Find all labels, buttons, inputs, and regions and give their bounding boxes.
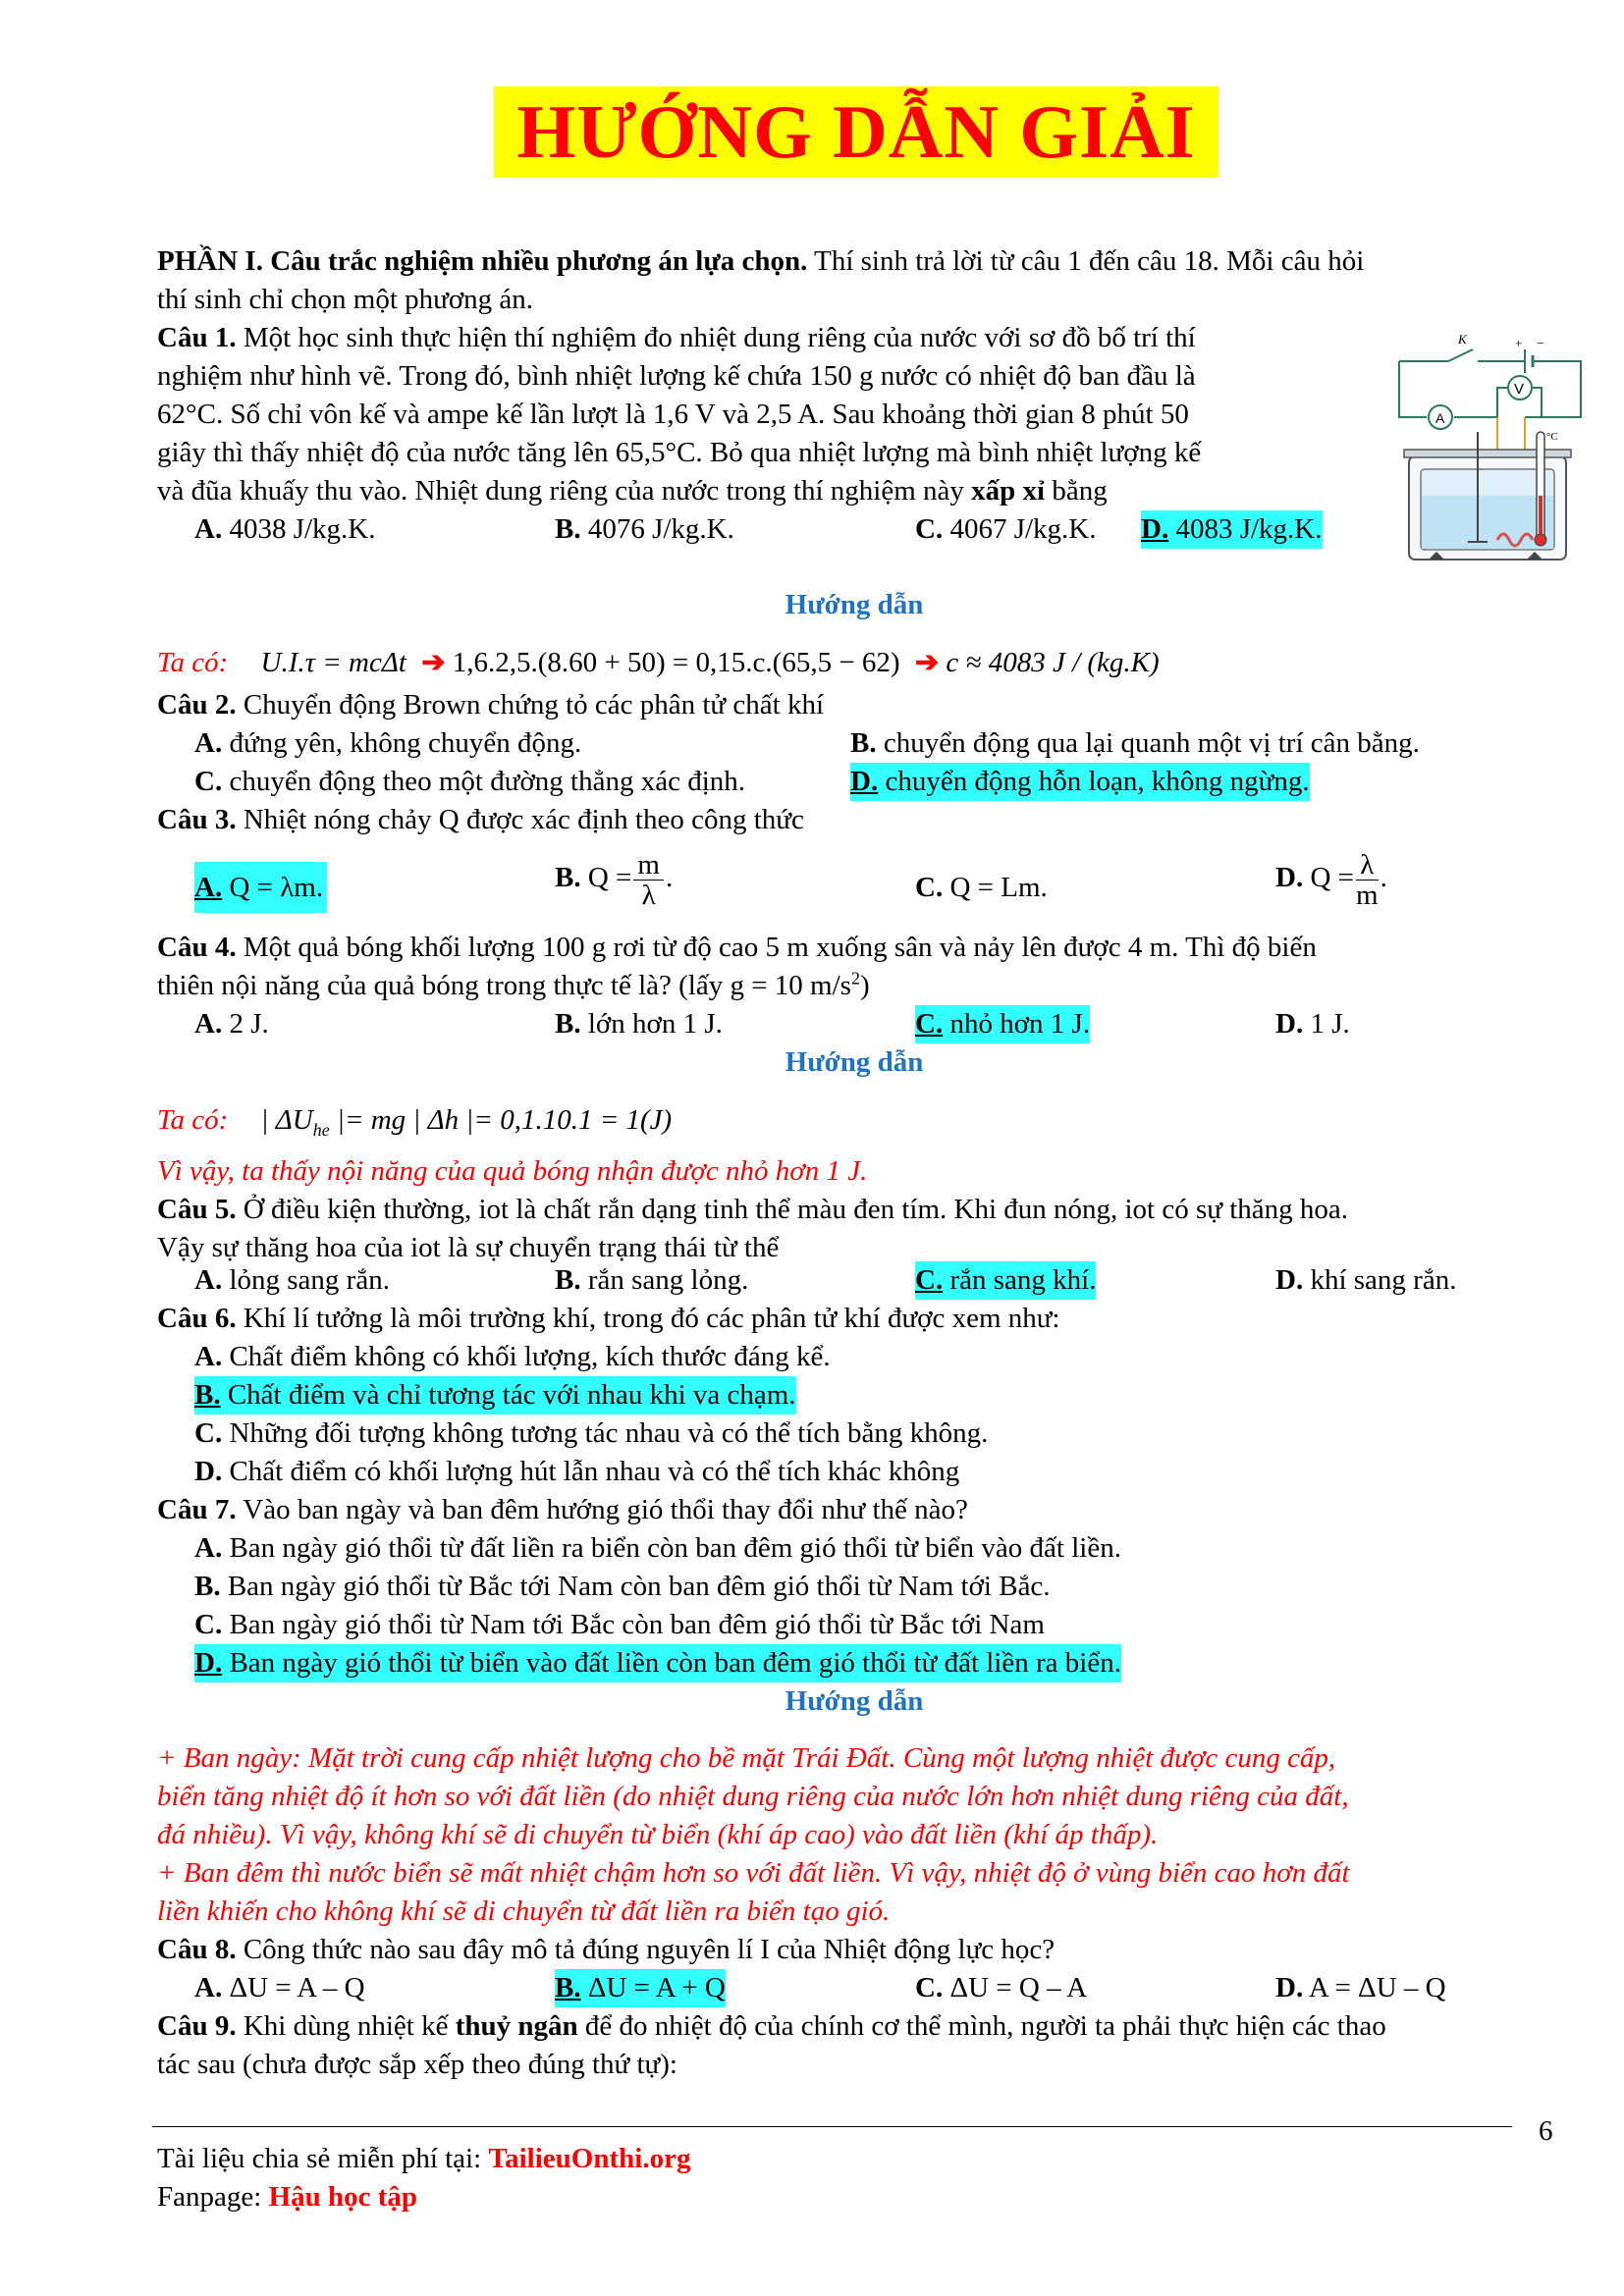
q1-option-b[interactable]: B. 4076 J/kg.K.	[555, 513, 734, 545]
q7-stem: Câu 7. Vào ban ngày và ban đêm hướng gió thổi thay đổi như thế nào?	[157, 1494, 968, 1525]
q1-option-c[interactable]: C. 4067 J/kg.K.	[915, 513, 1097, 545]
footer-fanpage-link[interactable]: Hậu học tập	[268, 2181, 418, 2213]
q6-option-d[interactable]: D. Chất điểm có khối lượng hút lẫn nhau và có thể tích khác không	[194, 1456, 960, 1487]
q7-option-d-correct[interactable]: D. Ban ngày gió thổi từ biển vào đất liền còn ban đêm gió thổi từ đất liền ra biển.	[194, 1644, 1121, 1682]
calorimeter-circuit-diagram	[1380, 314, 1600, 569]
page-title: HƯỚNG DẪN GIẢI	[494, 86, 1218, 178]
page-number: 6	[1539, 2115, 1553, 2147]
q8-stem: Câu 8. Công thức nào sau đây mô tả đúng nguyên lí I của Nhiệt động lực học?	[157, 1934, 1056, 1965]
footer-divider	[152, 2126, 1512, 2127]
q5-option-c-correct[interactable]: C. rắn sang khí.	[915, 1261, 1096, 1300]
q9-line2: tác sau (chưa được sắp xếp theo đúng thứ tự):	[157, 2049, 677, 2080]
q4-option-c-correct[interactable]: C. nhỏ hơn 1 J.	[915, 1005, 1090, 1043]
q5-option-a[interactable]: A. lỏng sang rắn.	[194, 1264, 390, 1296]
q2-option-d-correct[interactable]: D. chuyển động hỗn loạn, không ngừng.	[850, 763, 1310, 801]
q6-stem: Câu 6. Khí lí tưởng là môi trường khí, trong đó các phân tử khí được xem như:	[157, 1303, 1060, 1334]
q4-option-d[interactable]: D. 1 J.	[1275, 1008, 1350, 1040]
q1-line5: và đũa khuấy thu vào. Nhiệt dung riêng của nước trong thí nghiệm này xấp xỉ bằng	[157, 475, 1108, 507]
q6-option-c[interactable]: C. Những đối tượng không tương tác nhau và có thể tích bằng không.	[194, 1417, 989, 1449]
q8-option-c[interactable]: C. ΔU = Q – A	[915, 1972, 1088, 2003]
q7-explanation-1: + Ban ngày: Mặt trời cung cấp nhiệt lượng cho bề mặt Trái Đất. Cùng một lượng nhiệt được cung cấp,	[157, 1742, 1336, 1774]
q4-line2: thiên nội năng của quả bóng trong thực tế là? (lấy g = 10 $m/s^2$)	[157, 968, 870, 1001]
q1-line1: Câu 1. Một học sinh thực hiện thí nghiệm đo nhiệt dung riêng của nước với sơ đồ bố trí thí	[157, 322, 1196, 353]
q7-explanation-4: + Ban đêm thì nước biển sẽ mất nhiệt chậm hơn so với đất liền. Vì vậy, nhiệt độ ở vùng biển cao hơn đất	[157, 1857, 1350, 1889]
q2-stem: Câu 2. Chuyển động Brown chứng tỏ các phân tử chất khí	[157, 689, 825, 721]
part1-line1: PHẦN I. Câu trắc nghiệm nhiều phương án lựa chọn. Thí sinh trả lời từ câu 1 đến câu 18. Mỗi câu hỏi	[157, 245, 1365, 277]
q4-note: Vì vậy, ta thấy nội năng của quả bóng nhận được nhỏ hơn 1 J.	[157, 1155, 868, 1187]
q7-explanation-3: đá nhiều). Vì vậy, không khí sẽ di chuyển từ biển (khí áp cao) vào đất liền (khí áp thấp).	[157, 1819, 1159, 1850]
q1-option-d-correct[interactable]: D. 4083 J/kg.K.	[1141, 510, 1323, 549]
q7-option-b[interactable]: B. Ban ngày gió thổi từ Bắc tới Nam còn ban đêm gió thổi từ Nam tới Bắc.	[194, 1571, 1051, 1602]
battery-minus-label: −	[1537, 337, 1544, 351]
part1-line2: thí sinh chỉ chọn một phương án.	[157, 284, 534, 315]
q1-line4: giây thì thấy nhiệt độ của nước tăng lên 65,5°C. Bỏ qua nhiệt lượng mà bình nhiệt lượng kế	[157, 437, 1202, 468]
q3-stem: Câu 3. Nhiệt nóng chảy Q được xác định theo công thức	[157, 804, 804, 835]
ammeter-label: A	[1435, 410, 1445, 426]
q2-option-b[interactable]: B. chuyển động qua lại quanh một vị trí cân bằng.	[850, 727, 1420, 759]
q4-solution: Ta có: | $\Delta U_{he}$ |= mg | Δh |= 0,1.10.1 = 1(J)	[157, 1104, 673, 1140]
q1-line3: 62°C. Số chỉ vôn kế và ampe kế lần lượt là 1,6 V và 2,5 A. Sau khoảng thời gian 8 phút 50	[157, 399, 1189, 430]
q8-option-d[interactable]: D. A = ΔU – Q	[1275, 1972, 1446, 2003]
q5-line2: Vậy sự thăng hoa của iot là sự chuyển trạng thái từ thể	[157, 1232, 780, 1263]
q2-option-a[interactable]: A. đứng yên, không chuyển động.	[194, 727, 582, 759]
q6-option-a[interactable]: A. Chất điểm không có khối lượng, kích thước đáng kể.	[194, 1341, 831, 1372]
q3-option-a-correct[interactable]: A. Q = λm.	[194, 862, 327, 913]
q7-option-a[interactable]: A. Ban ngày gió thổi từ đất liền ra biển còn ban đêm gió thổi từ biển vào đất liền.	[194, 1532, 1121, 1564]
voltmeter-label: V	[1514, 381, 1525, 398]
q8-option-b-correct[interactable]: B. ΔU = A + Q	[555, 1969, 726, 2007]
footer-fanpage: Fanpage: Hậu học tập	[157, 2181, 418, 2213]
q1-option-a[interactable]: A. 4038 J/kg.K.	[194, 513, 376, 545]
q3-option-d[interactable]: D. Q = $\frac{\lambda}{m}$ .	[1275, 849, 1387, 911]
q3-option-c[interactable]: C. Q = Lm.	[915, 872, 1048, 903]
q5-line1: Câu 5. Ở điều kiện thường, iot là chất rắn dạng tinh thể màu đen tím. Khi đun nóng, iot có sự thăng hoa.	[157, 1194, 1349, 1225]
q7-explanation-5: liền khiến cho không khí sẽ di chuyển từ đất liền ra biển tạo gió.	[157, 1896, 891, 1927]
water	[1422, 496, 1553, 549]
q1-line2: nghiệm như hình vẽ. Trong đó, bình nhiệt lượng kế chứa 150 g nước có nhiệt độ ban đầu là	[157, 360, 1196, 392]
q4-option-b[interactable]: B. lớn hơn 1 J.	[555, 1008, 723, 1040]
q5-option-b[interactable]: B. rắn sang lỏng.	[555, 1264, 749, 1296]
q4-line1: Câu 4. Một quả bóng khối lượng 100 g rơi từ độ cao 5 m xuống sân và nảy lên được 4 m. Thì độ biến	[157, 932, 1317, 963]
q5-option-d[interactable]: D. khí sang rắn.	[1275, 1264, 1457, 1296]
arrow-right-icon: ➔	[914, 647, 940, 678]
q7-explanation-2: biển tăng nhiệt độ ít hơn so với đất liền (do nhiệt dung riêng của nước lớn hơn nhiệt dung riêng của đất,	[157, 1781, 1349, 1812]
q7-guide-heading: Hướng dẫn	[785, 1685, 924, 1717]
footer-site-link[interactable]: TailieuOnthi.org	[488, 2143, 691, 2174]
thermometer-unit: °C	[1546, 431, 1558, 443]
battery-plus-label: +	[1515, 336, 1523, 350]
q1-solution: Ta có: U.I.τ = mcΔt ➔ 1,6.2,5.(8.60 + 50) = 0,15.c.(65,5 − 62) ➔ c ≈ 4083 J / (kg.K)	[157, 647, 1160, 678]
q1-guide-heading: Hướng dẫn	[785, 589, 924, 620]
q7-option-c[interactable]: C. Ban ngày gió thổi từ Nam tới Bắc còn ban đêm gió thổi từ Bắc tới Nam	[194, 1609, 1045, 1640]
q3-option-b[interactable]: B. Q = $\frac{m}{\lambda}$ .	[555, 849, 674, 911]
q8-option-a[interactable]: A. ΔU = A – Q	[194, 1972, 365, 2003]
footer-share: Tài liệu chia sẻ miễn phí tại: TailieuOnthi.org	[157, 2143, 691, 2174]
q4-option-a[interactable]: A. 2 J.	[194, 1008, 269, 1040]
q9-line1: Câu 9. Khi dùng nhiệt kế thuỷ ngân để đo nhiệt độ của chính cơ thể mình, người ta phải thực hiện các thao	[157, 2010, 1386, 2042]
q4-guide-heading: Hướng dẫn	[785, 1046, 924, 1078]
q2-option-c[interactable]: C. chuyển động theo một đường thẳng xác định.	[194, 766, 746, 797]
switch-label: K	[1458, 332, 1467, 347]
arrow-right-icon: ➔	[421, 647, 446, 678]
q6-option-b-correct[interactable]: B. Chất điểm và chỉ tương tác với nhau khi va chạm.	[194, 1376, 796, 1415]
